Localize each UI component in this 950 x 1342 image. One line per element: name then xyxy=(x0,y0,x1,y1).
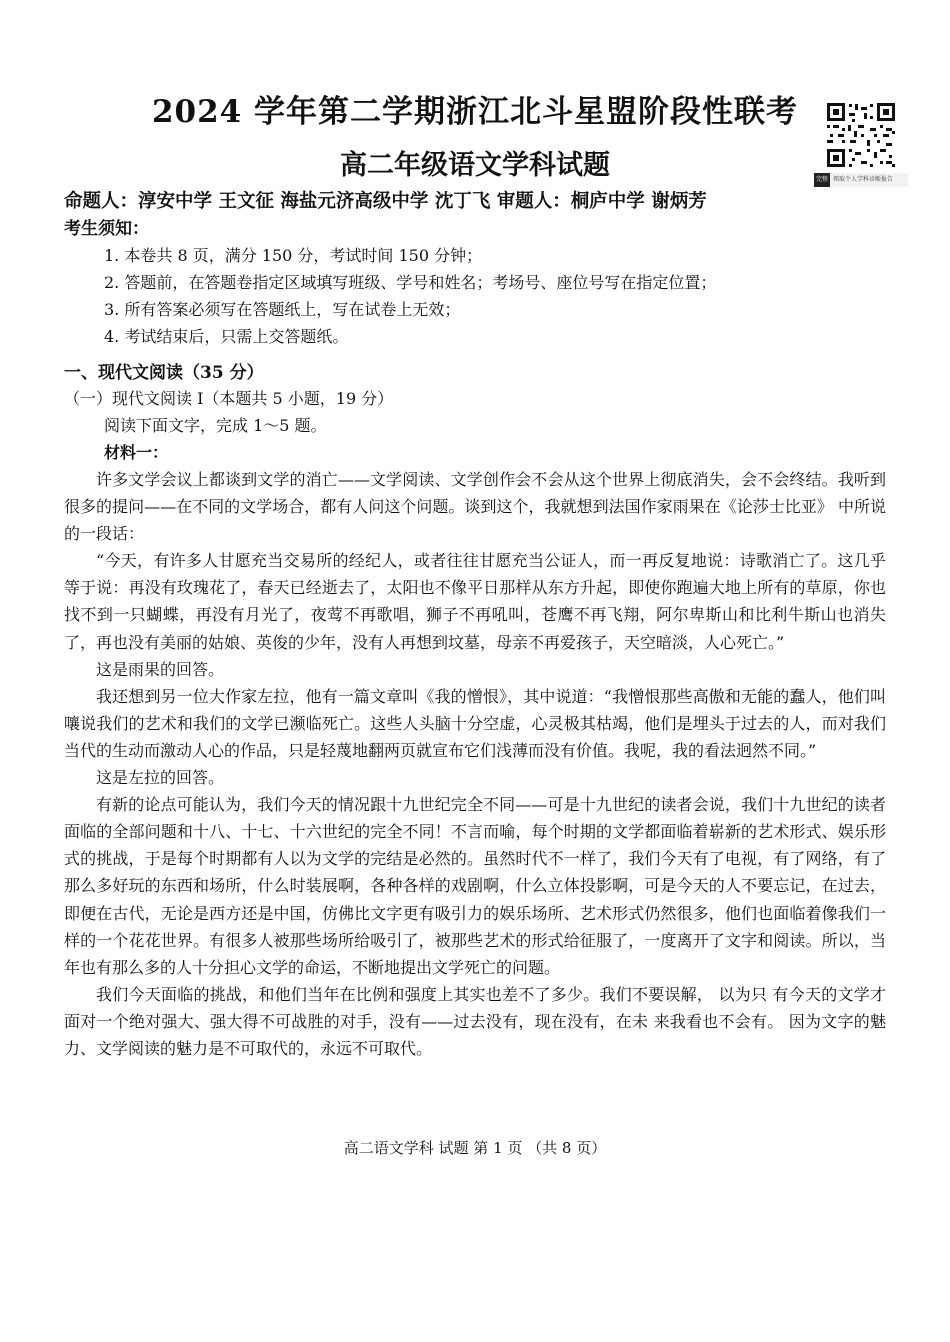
notice-title: 考生须知： xyxy=(64,219,149,239)
page-footer: 高二语文学科 试题 第 1 页 （共 8 页） xyxy=(343,1139,607,1157)
exam-subtitle: 高二年级语文学科试题 xyxy=(340,150,610,181)
qr-caption-text: 领取个人学科诊断报告 xyxy=(833,176,894,183)
section-title: 一、现代文阅读（35 分） xyxy=(64,363,264,383)
passage-paragraph: 我们今天面临的挑战，和他们当年在比例和强度上其实也差不了多少。我们不要误解， 以为只 有今天的文学才面对一个绝对强大、强大得不可战胜的对手，没有——过去没有，现在没有，在未 来我看也不会有。 因为文字的魅力、文学阅读的魅力是不可取代的，永远不可取代。 xyxy=(64,984,886,1058)
passage xyxy=(64,466,886,1062)
passage-paragraph: 有新的论点可能认为，我们今天的情况跟十九世纪完全不同——可是十九世纪的读者会说，我们十九世纪的读者面临的全部问题和十八、十七、十六世纪的完全不同！不言而喻，每个时期的文学都面临着崭新的艺术形式、娱乐形式的挑战，于是每个时期都有人以为文学的完结是必然的。虽然时代不一样了，我们今天有了电视，有了网络，有了那么多好玩的东西和场所，什么时装展啊，各种各样的戏剧啊，什么立体投影啊，可是今天的人不要忘记，在过去，即便在古代，无论是西方还是中国，仿佛比文字更有吸引力的娱乐场所、艺术形式仍然很多，他们也面临着像我们一样的一个花花世界。有很多人被那些场所给吸引了，被那些艺术的形式给征服了，一度离开了文字和阅读。所以，当年也有那么多的人十分担心文学的命运，不断地提出文学死亡的问题。 xyxy=(64,795,886,977)
exam-title: 2024 学年第二学期浙江北斗星盟阶段性联考 xyxy=(151,94,799,130)
notice-item: 2. 答题前，在答题卷指定区域填写班级、学号和姓名；考场号、座位号写在指定位置； xyxy=(104,273,717,292)
passage-paragraph: 这是左拉的回答。 xyxy=(96,768,225,788)
qr-caption xyxy=(814,173,908,187)
reading-instruction: 阅读下面文字，完成 1～5 题。 xyxy=(104,416,327,435)
passage-paragraph: 许多文学会议上都谈到文学的消亡——文学阅读、文学创作会不会从这个世界上彻底消失，会不会终结。我听到很多的提问——在不同的文学场合，都有人问这个问题。谈到这个，我就想到法国作家雨果在《论莎士比亚》 中所说的一段话： xyxy=(64,470,886,544)
sub-section-title: （一）现代文阅读 Ⅰ（本题共 5 小题，19 分） xyxy=(64,389,394,408)
qr-caption-tag: 完整 xyxy=(814,173,830,187)
passage-paragraph: 我还想到另一位大作家左拉，他有一篇文章叫《我的憎恨》，其中说道：“我憎恨那些高傲和无能的蠢人，他们叫嚷说我们的艺术和我们的文学已濒临死亡。这些人头脑十分空虚，心灵极其枯竭，他们是埋头于过去的人，而对我们当代的生动而激动人心的作品，只是轻蔑地翻两页就宣布它们浅薄而没有价值。我呢，我的看法迥然不同。” xyxy=(64,686,886,760)
notice-item: 1. 本卷共 8 页，满分 150 分，考试时间 150 分钟； xyxy=(104,246,483,265)
authors-line: 命题人：淳安中学 王文征 海盐元济高级中学 沈丁飞 审题人：桐庐中学 谢炳芳 xyxy=(64,191,707,212)
passage-paragraph: “今天，有许多人甘愿充当交易所的经纪人，或者往往甘愿充当公证人，而一再反复地说：诗歌消亡了。这几乎等于说：再没有玫瑰花了，春天已经逝去了，太阳也不像平日那样从东方升起，即使你跑遍大地上所有的草原，你也找不到一只蝴蝶，再没有月光了，夜莺不再歌唱，狮子不再吼叫，苍鹰不再飞翔，阿尔卑斯山和比利牛斯山也消失了，再也没有美丽的姑娘、英俊的少年，没有人再想到坟墓，母亲不再爱孩子，天空暗淡，人心死亡。” xyxy=(64,551,886,652)
notice-item: 3. 所有答案必须写在答题纸上，写在试卷上无效； xyxy=(104,300,461,319)
qr-code-icon xyxy=(814,101,908,169)
qr-code-block[interactable] xyxy=(814,101,908,183)
passage-paragraph: 这是雨果的回答。 xyxy=(96,659,225,679)
notice-item: 4. 考试结束后，只需上交答题纸。 xyxy=(104,327,349,346)
material-label: 材料一： xyxy=(104,443,169,462)
